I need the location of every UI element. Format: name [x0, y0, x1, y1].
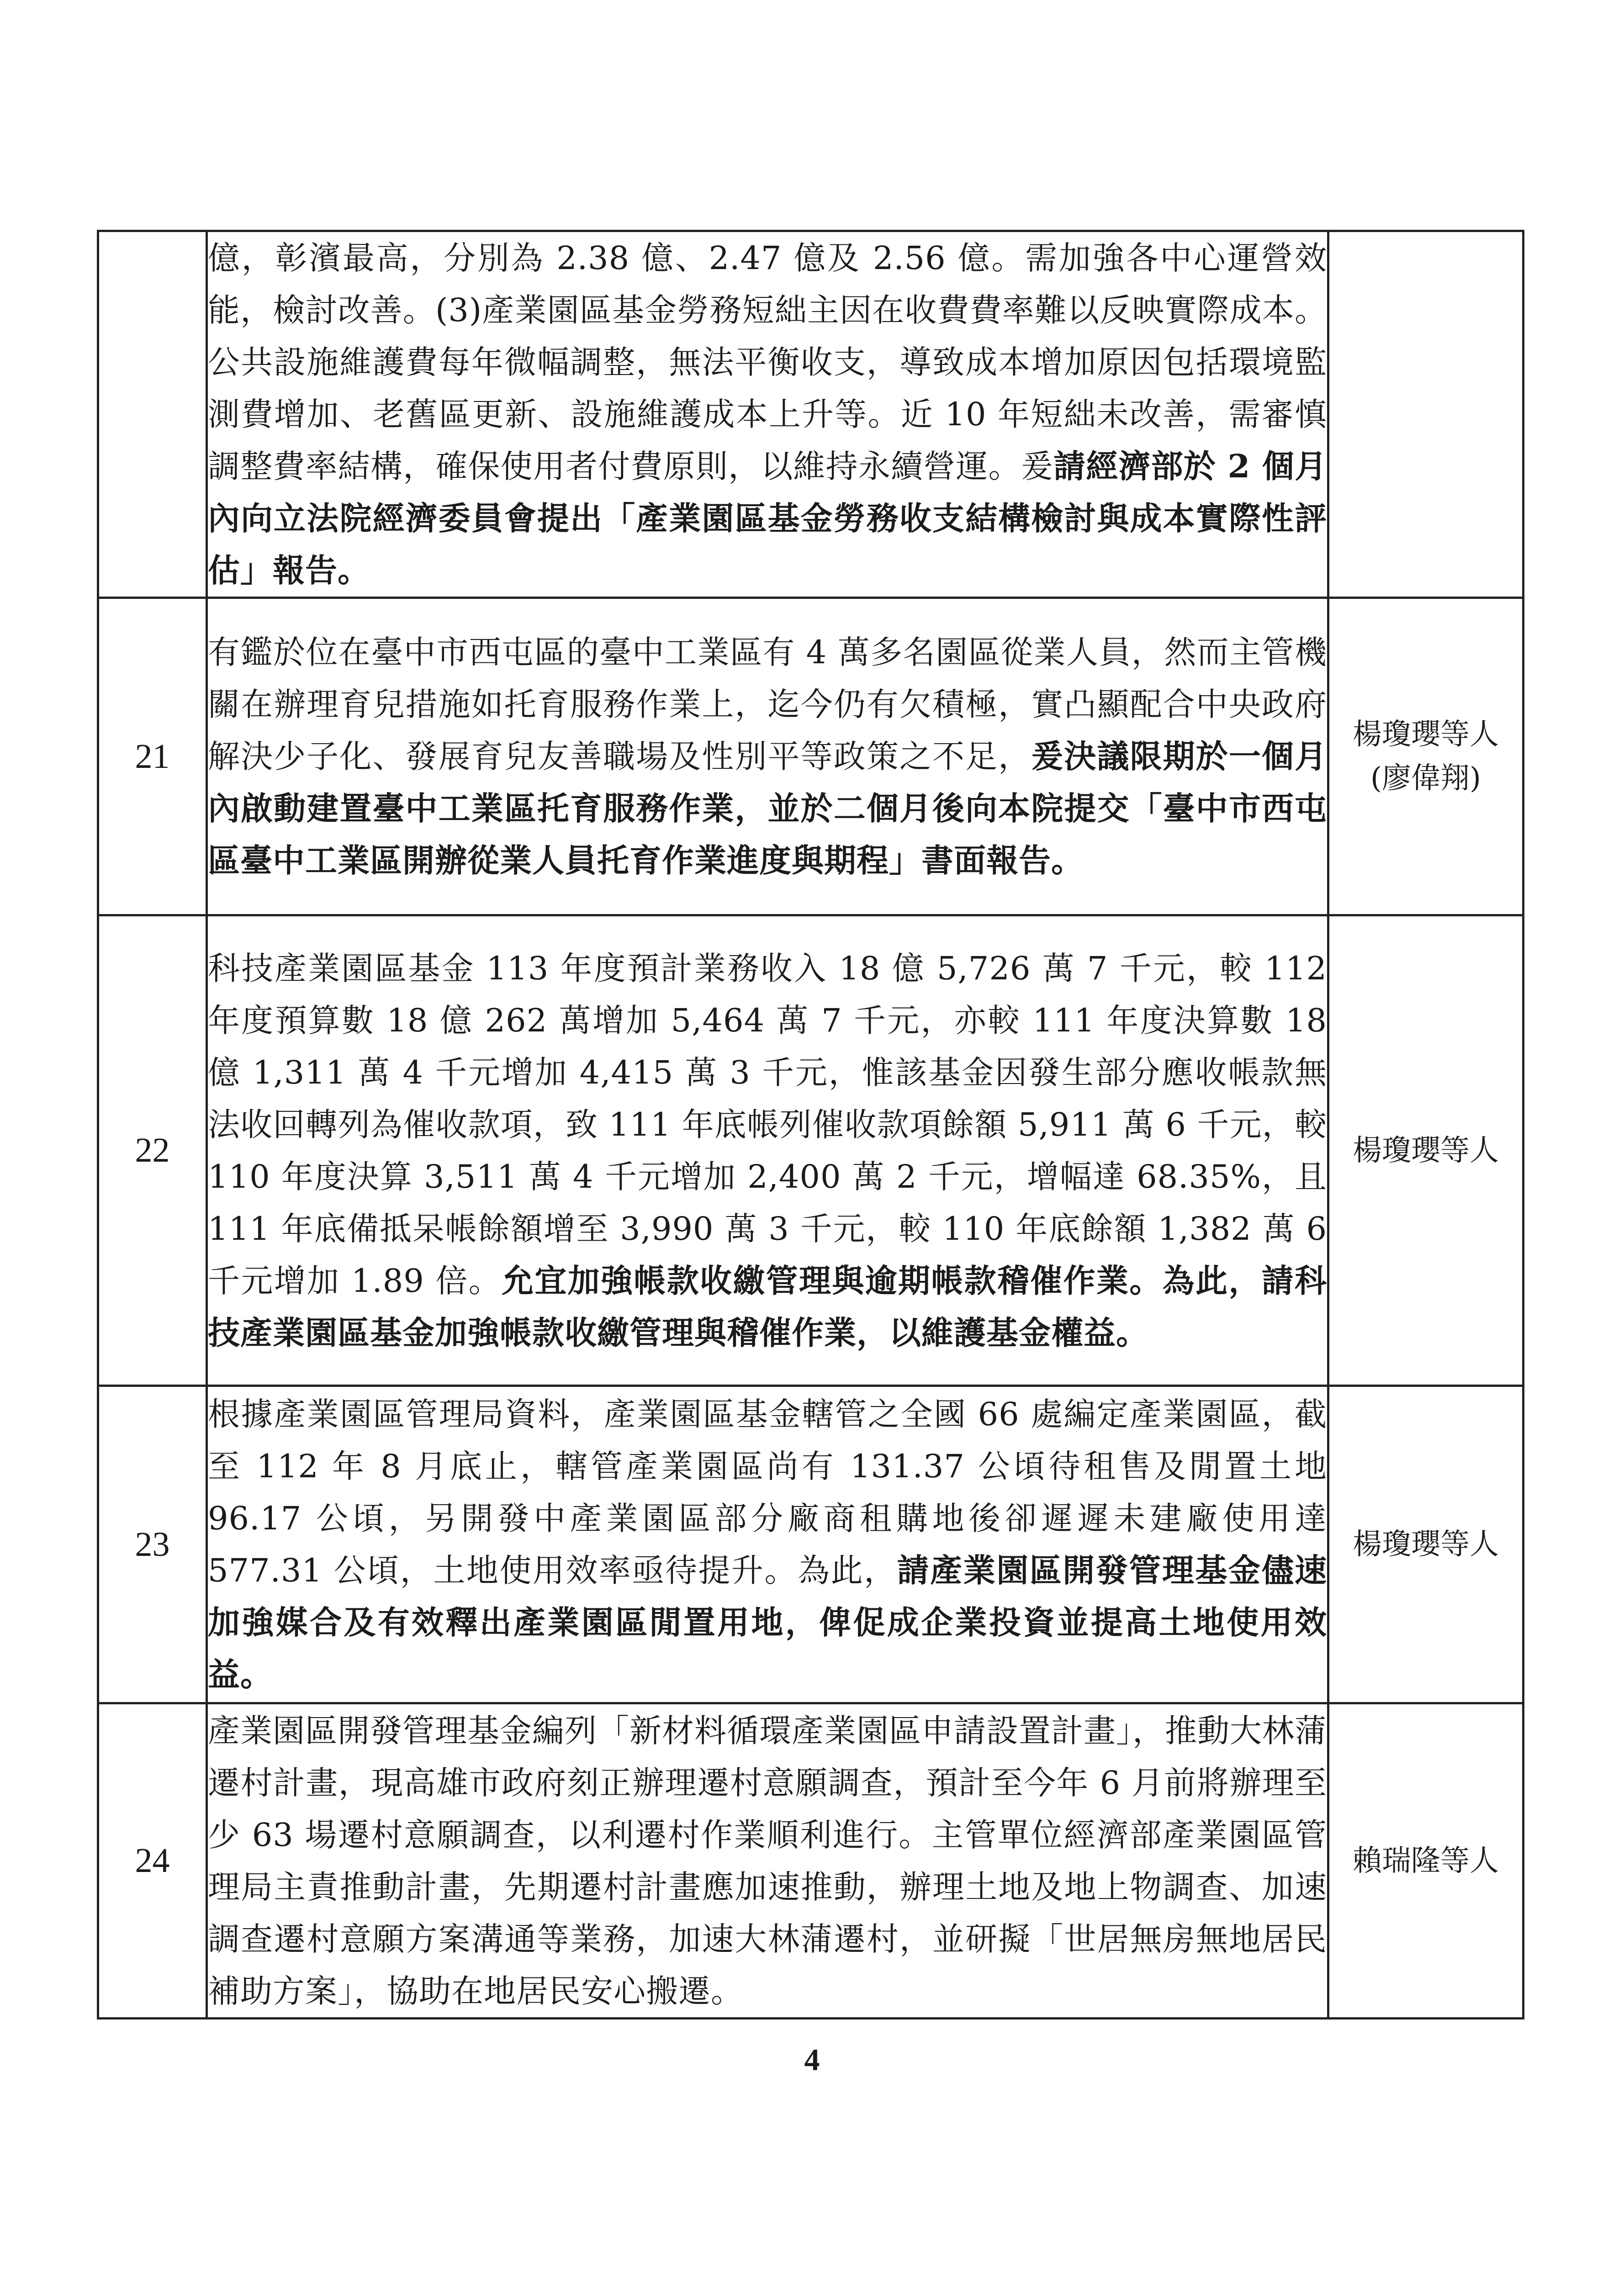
motion-text-cell [207, 1386, 1328, 1703]
proposer-cell [1328, 1703, 1523, 2019]
row-number: 24 [98, 1703, 207, 2019]
motion-text: 根據產業園區管理局資料，產業園區基金轄管之全國 66 處編定產業園區，截至 112 年 8 月底止，轄管產業園區尚有 131.37 公頃待租售及閒置土地 96.17 公頃，另開發中產業園區部分廠商租購地後卻遲遲未建廠使用達 577.31 公頃，土地使用效率亟待提升。為此， [208, 1396, 1327, 1589]
row-number: 22 [98, 915, 207, 1386]
motion-text: 科技產業園區基金 113 年度預計業務收入 18 億 5,726 萬 7 千元，較 112 年度預算數 18 億 262 萬增加 5,464 萬 7 千元，亦較 111 年度決算數 18 億 1,311 萬 4 千元增加 4,415 萬 3 千元，惟該基金因發生部分應收帳款無法收回轉列為催收款項，致 111 年底帳列催收款項餘額 5,911 萬 6 千元，較 110 年度決算 3,511 萬 4 千元增加 2,400 萬 2 千元，增幅達 68.35%，且 111 年底備抵呆帳餘額增至 3,990 萬 3 千元，較 110 年底餘額 1,382 萬 6 千元增加 1.89 倍。 [208, 949, 1327, 1300]
proposer-cell [1328, 1386, 1523, 1703]
proposer-name: 賴瑞隆等人 [1353, 1844, 1499, 1878]
proposer-cell [1328, 231, 1523, 598]
table-row [98, 231, 1523, 598]
motion-text: 產業園區開發管理基金編列「新材料循環產業園區申請設置計畫」，推動大林蒲遷村計畫，現高雄市政府刻正辦理遷村意願調查，預計至今年 6 月前將辦理至少 63 場遷村意願調查，以利遷村作業順利進行。主管單位經濟部產業園區管理局主責推動計畫，先期遷村計畫應加速推動，辦理土地及地上物調查、加速調查遷村意願方案溝通等業務，加速大林蒲遷村，並研擬「世居無房無地居民補助方案」，協助在地居民安心搬遷。 [208, 1712, 1327, 2010]
motion-text: 億，彰濱最高，分別為 2.38 億、2.47 億及 2.56 億。需加強各中心運營效能，檢討改善。(3)產業園區基金勞務短絀主因在收費費率難以反映實際成本。公共設施維護費每年微幅調整，無法平衡收支，導致成本增加原因包括環境監測費增加、老舊區更新、設施維護成本上升等。近 10 年短絀未改善，需審慎調整費率結構，確保使用者付費原則，以維持永續營運。爰 [208, 239, 1327, 485]
proposer-name: 楊瓊瓔等人 [1353, 718, 1499, 751]
motion-resolution-bold: 請產業園區開發管理基金儘速加強媒合及有效釋出產業園區閒置用地，俾促成企業投資並提高土地使用效益。 [208, 1551, 1327, 1693]
table-row [98, 1703, 1523, 2019]
row-number: 21 [98, 598, 207, 915]
proposer-note: (廖偉翔) [1370, 761, 1481, 795]
motion-text-cell [207, 915, 1328, 1386]
table-row [98, 915, 1523, 1386]
motion-resolution-bold: 允宜加強帳款收繳管理與逾期帳款稽催作業。為此，請科技產業園區基金加強帳款收繳管理與稽催作業，以維護基金權益。 [208, 1261, 1327, 1352]
row-number: 23 [98, 1386, 207, 1703]
proposer-cell [1328, 915, 1523, 1386]
table-row [98, 1386, 1523, 1703]
proposer-cell [1328, 598, 1523, 915]
row-number [98, 231, 207, 598]
proposer-name: 楊瓊瓔等人 [1353, 1133, 1499, 1168]
motion-text: 有鑑於位在臺中市西屯區的臺中工業區有 4 萬多名園區從業人員，然而主管機關在辦理育兒措施如托育服務作業上，迄今仍有欠積極，實凸顯配合中央政府解決少子化、發展育兒友善職場及性別平等政策之不足， [208, 634, 1327, 775]
motion-text-cell [207, 231, 1328, 598]
page-number: 4 [804, 2042, 820, 2077]
motion-text-cell [207, 598, 1328, 915]
table-row [98, 598, 1523, 915]
motion-text-cell [207, 1703, 1328, 2019]
motion-resolution-bold: 請經濟部於 2 個月內向立法院經濟委員會提出「產業園區基金勞務收支結構檢討與成本實際性評估」報告。 [208, 447, 1328, 589]
motions-table [97, 230, 1524, 2020]
proposer-name: 楊瓊瓔等人 [1353, 1528, 1499, 1561]
motion-resolution-bold: 爰決議限期於一個月內啟動建置臺中工業區托育服務作業，並於二個月後向本院提交「臺中市西屯區臺中工業區開辦從業人員托育作業進度與期程」書面報告。 [208, 737, 1328, 879]
